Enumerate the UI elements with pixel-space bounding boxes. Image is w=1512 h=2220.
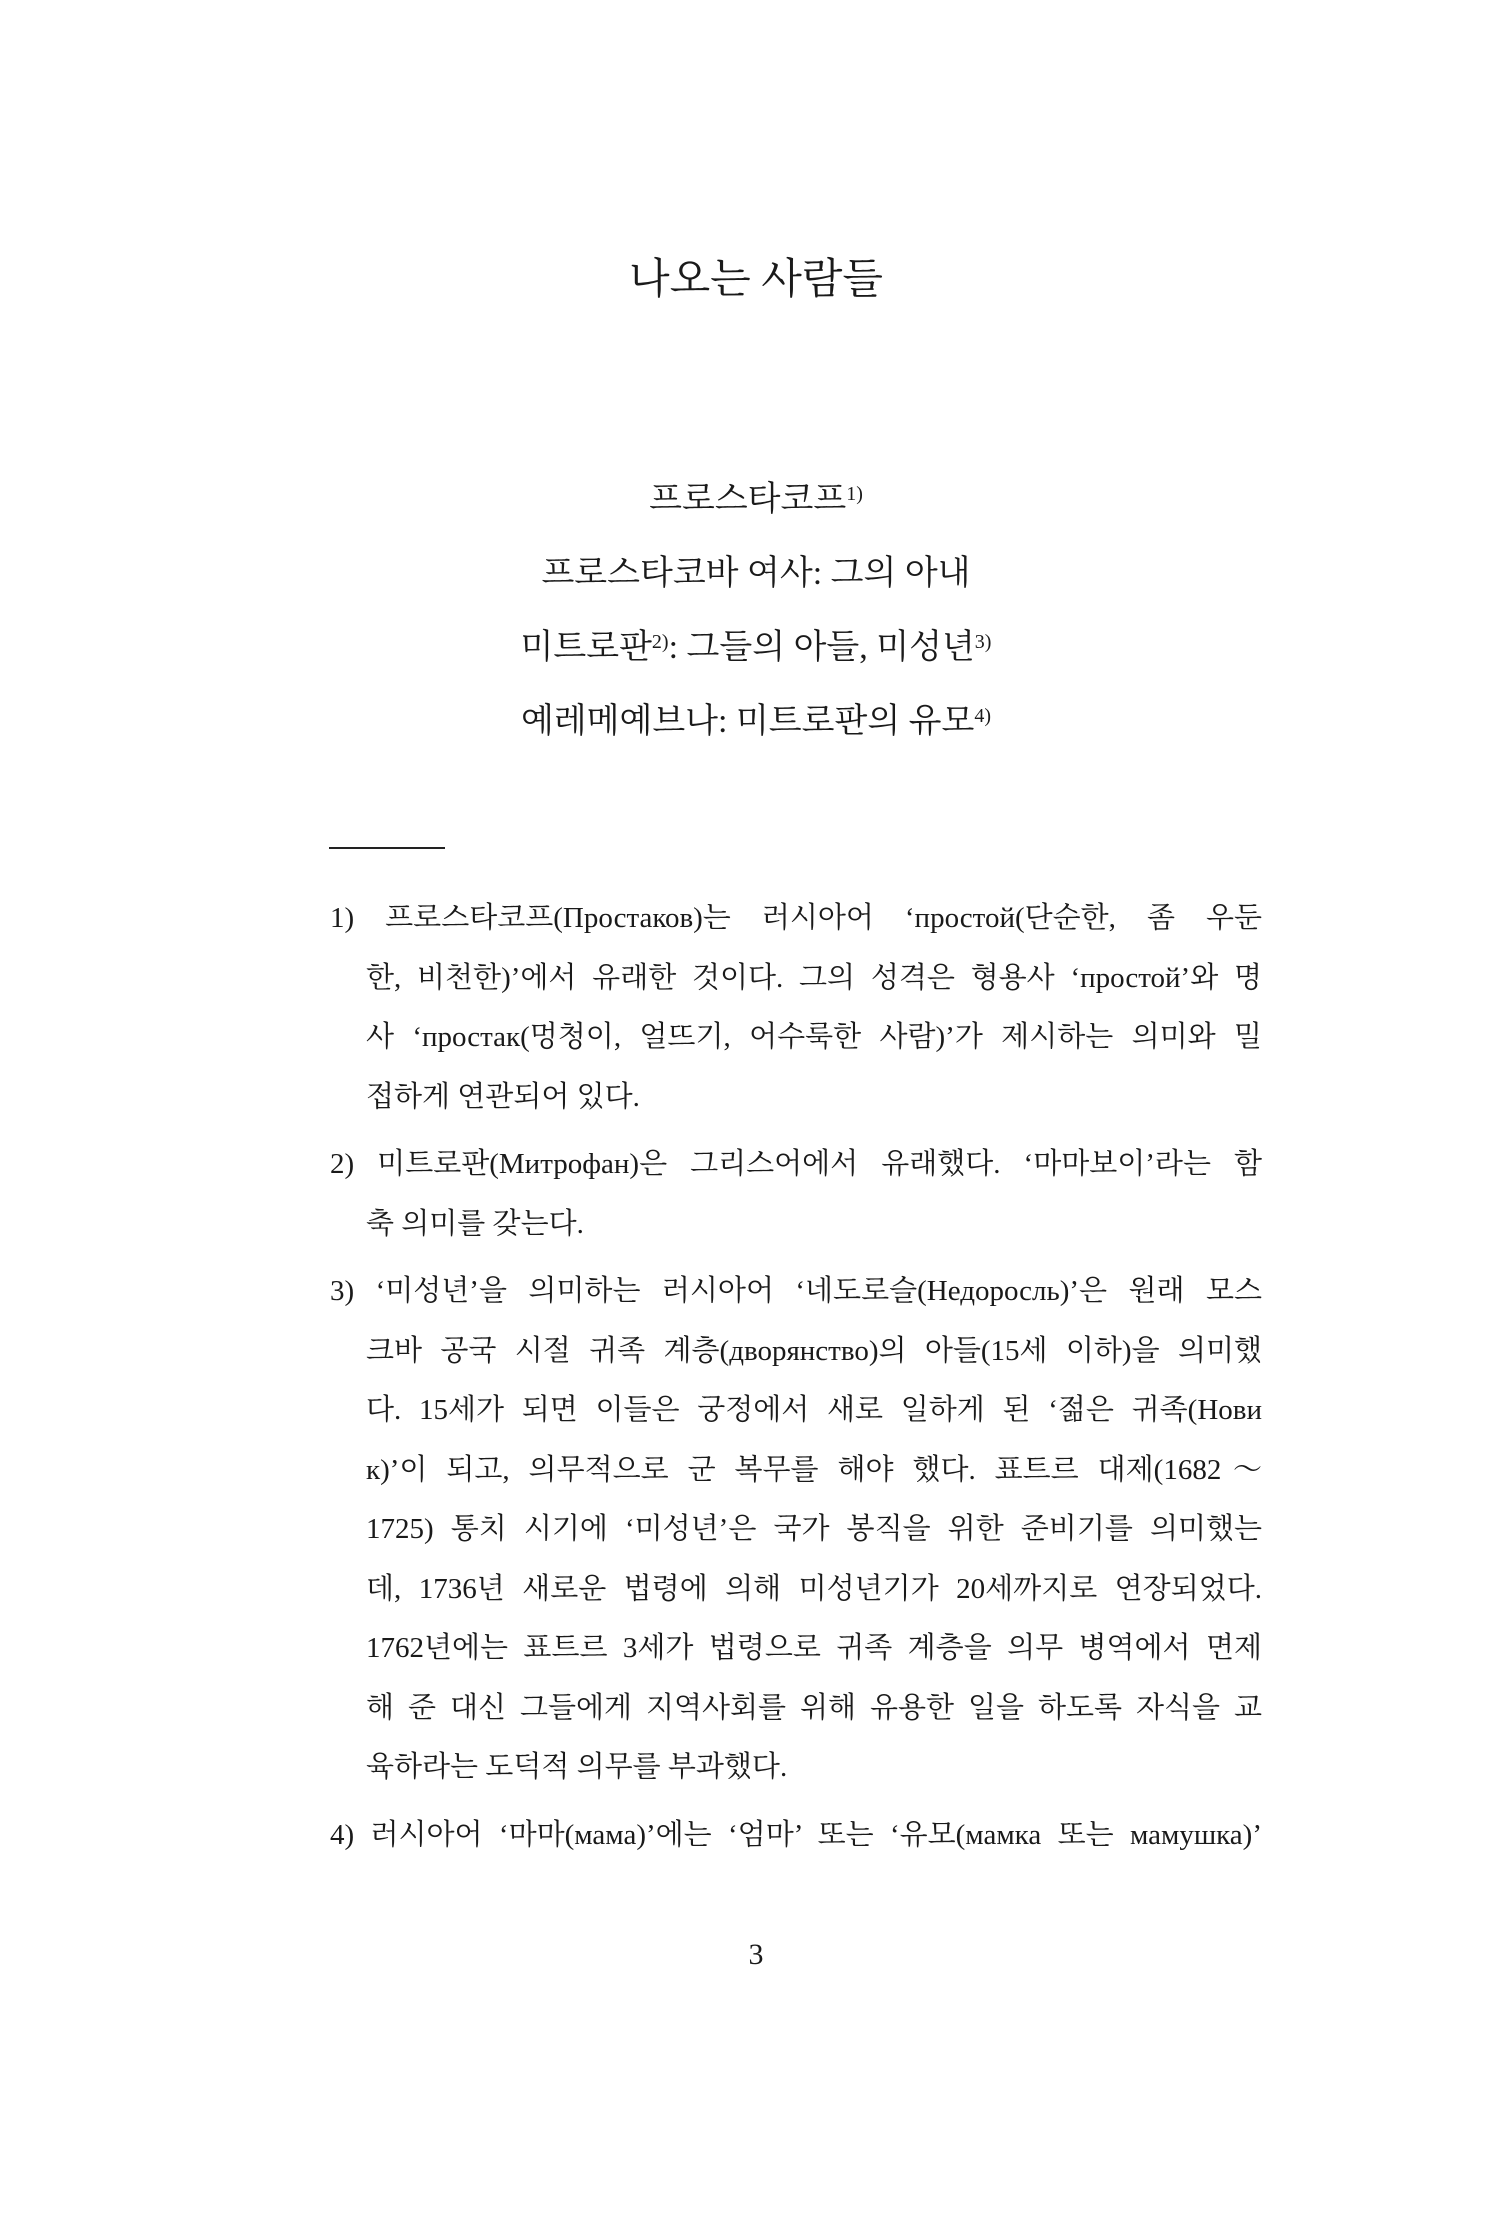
footnote-line: 1725) 통치 시기에 ‘미성년’은 국가 봉직을 위한 준비기를 의미했는 — [366, 1513, 1262, 1545]
page-number: 3 — [748, 1938, 764, 1971]
footnote-line: 4) 러시아어 ‘마마(мама)’에는 ‘엄마’ 또는 ‘유모(мамка 또는 мамушка)’ — [330, 1818, 1262, 1851]
cast-name: 미트로판 — [520, 629, 652, 666]
footnote-line: 접하게 연관되어 있다. — [366, 1080, 640, 1113]
cast-item — [0, 697, 1512, 747]
footnote-ref: 3) — [974, 631, 992, 653]
footnote-divider — [329, 847, 445, 849]
cast-item — [0, 623, 1512, 673]
footnote-ref: 2) — [651, 631, 669, 653]
footnote-line: 다. 15세가 되면 이들은 궁정에서 새로 일하게 된 ‘젊은 귀족(Нови — [366, 1394, 1262, 1426]
footnote-line: 육하라는 도덕적 의무를 부과했다. — [366, 1751, 788, 1783]
footnote-2 — [330, 1135, 1262, 1254]
footnote-line: 사 ‘простак(멍청이, 얼뜨기, 어수룩한 사람)’가 제시하는 의미와 밀 — [366, 1021, 1262, 1053]
footnote-ref: 4) — [974, 705, 992, 727]
footnote-line: 해 준 대신 그들에게 지역사회를 위해 유용한 일을 하도록 자식을 교 — [366, 1691, 1262, 1724]
footnote-line: 3) ‘미성년’을 의미하는 러시아어 ‘네도로슬(Недоросль)’은 원래 모스 — [330, 1275, 1262, 1307]
footnote-4 — [330, 1806, 1262, 1866]
footnote-line: 데, 1736년 새로운 법령에 의해 미성년기가 20세까지로 연장되었다. — [366, 1572, 1262, 1605]
footnote-line: 크바 공국 시절 귀족 계층(дворянство)의 아들(15세 이하)을 의미했 — [366, 1334, 1262, 1367]
footnote-line: к)’이 되고, 의무적으로 군 복무를 해야 했다. 표트르 대제(1682～ — [366, 1453, 1262, 1486]
page-title: 나오는 사람들 — [629, 257, 883, 303]
cast-item — [0, 549, 1512, 599]
footnote-line: 2) 미트로판(Митрофан)은 그리스어에서 유래했다. ‘마마보이’라는 함 — [330, 1148, 1262, 1180]
footnote-1 — [330, 889, 1262, 1127]
footnote-ref: 1) — [846, 483, 863, 505]
footnote-line: 축 의미를 갖는다. — [366, 1207, 584, 1240]
footnote-line: 1) 프로스타코프(Простаков)는 러시아어 ‘простой(단순한, 좀 우둔 — [330, 902, 1262, 934]
cast-name: 예레메예브나: 미트로판의 유모 — [520, 703, 975, 740]
footnote-line: 한, 비천한)’에서 유래한 것이다. 그의 성격은 형용사 ‘простой’와 명 — [366, 961, 1262, 994]
cast-description: : 그들의 아들, 미성년 — [668, 629, 975, 666]
footnote-3 — [330, 1262, 1262, 1798]
cast-name: 프로스타코프 — [649, 481, 847, 518]
footnote-line: 1762년에는 표트르 3세가 법령으로 귀족 계층을 의무 병역에서 면제 — [366, 1632, 1262, 1664]
footnotes — [330, 889, 1262, 1865]
cast-item — [0, 475, 1512, 525]
cast-name: 프로스타코바 여사: 그의 아내 — [541, 555, 971, 592]
